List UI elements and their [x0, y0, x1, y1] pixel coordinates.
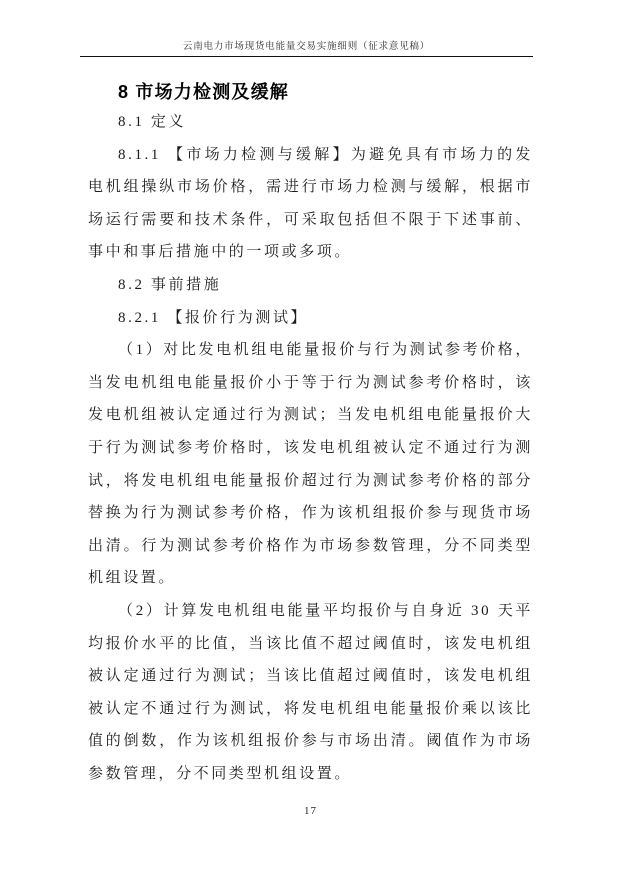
paragraph-bid-test-item-1: （1）对比发电机组电能量报价与行为测试参考价格，当发电机组电能量报价小于等于行为测试参考价格时，该发电机组被认定通过行为测试；当发电机组电能量报价大于行为测试参考价格时，该发电机组被认定不通过行为测试，将发电机组电能量报价超过行为测试参考价格的部分替换为行为测试参考价格，作为该机组报价参与现货市场出清。行为测试参考价格作为市场参数管理，分不同类型机组设置。: [88, 342, 533, 587]
page-footer: [88, 801, 533, 819]
paragraph-bid-behavior-test-heading: 8.2.1 【报价行为测试】: [118, 309, 309, 326]
header-rule: [80, 56, 533, 57]
document-body: [88, 79, 533, 790]
paragraph-market-power-definition: 8.1.1 【市场力检测与缓解】为避免具有市场力的发电机组操纵市场价格，需进行市场力检测与缓解，根据市场运行需要和技术条件，可采取包括但不限于下述事前、事中和事后措施中的一项或多项。: [88, 146, 533, 261]
section-heading: 8 市场力检测及缓解: [118, 82, 290, 102]
running-header-title: 云南电力市场现货电能量交易实施细则（征求意见稿）: [182, 42, 431, 52]
paragraph-bid-test-item-2: （2）计算发电机组电能量平均报价与自身近 30 天平均报价水平的比值，当该比值不超过阈值时，该发电机组被认定通过行为测试；当该比值超过阈值时，该发电机组被认定不通过行为测试，将发电机组电能量报价乘以该比值的倒数，作为该机组报价参与市场出清。阈值作为市场参数管理，分不同类型机组设置。: [88, 602, 533, 782]
page-number: 17: [304, 805, 317, 817]
paragraph-definition-heading: 8.1 定义: [118, 114, 187, 130]
paragraph-ex-ante-measures-heading: 8.2 事前措施: [118, 276, 222, 293]
